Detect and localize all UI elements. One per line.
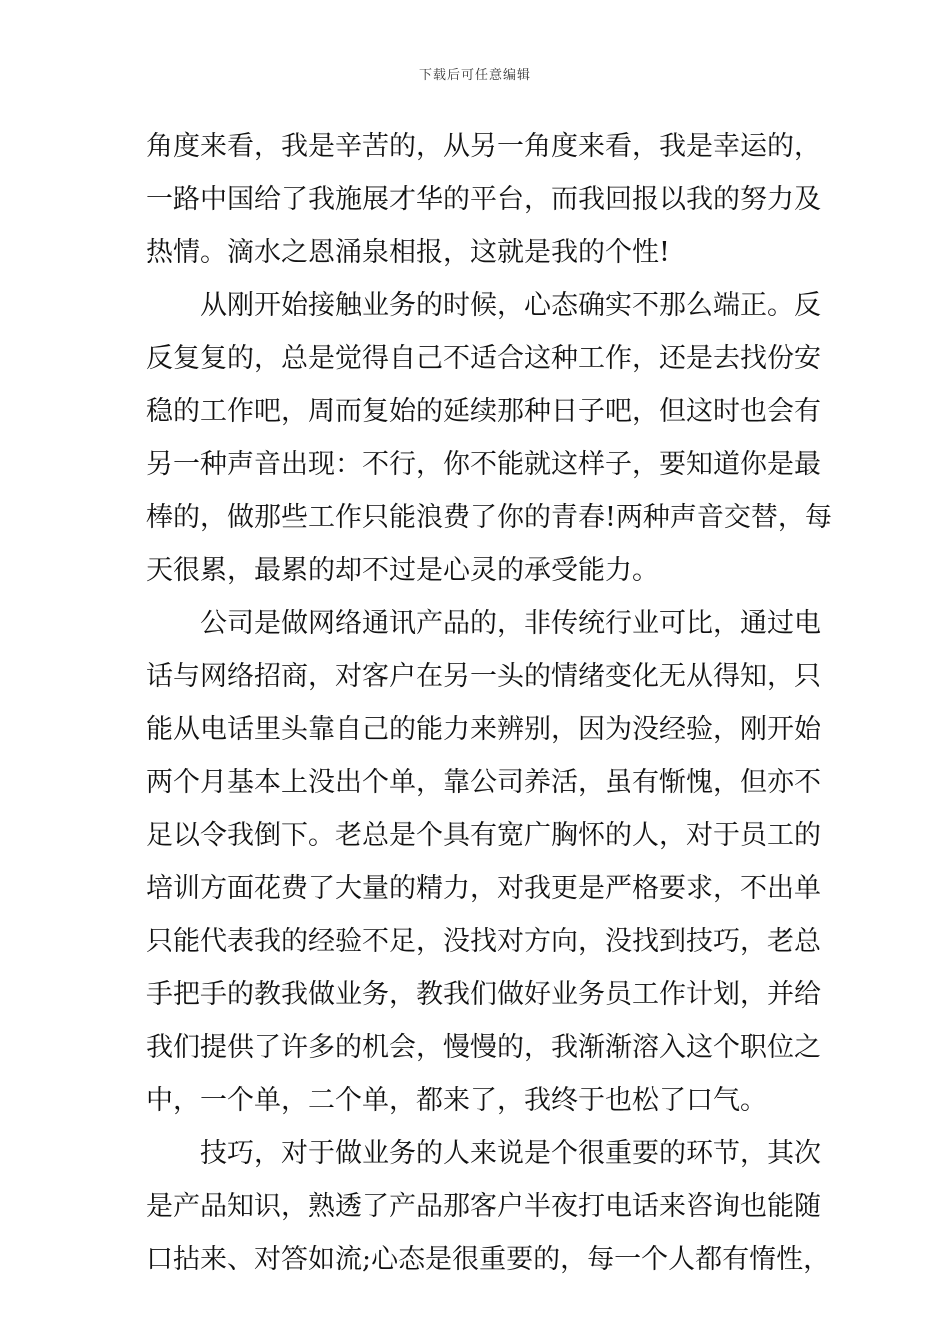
text-line: 我们提供了许多的机会，慢慢的，我渐渐溶入这个职位之 — [146, 1032, 821, 1063]
text-line: 稳的工作吧，周而复始的延续那种日子吧，但这时也会有 — [146, 396, 821, 427]
text-line: 两个月基本上没出个单，靠公司养活，虽有惭愧，但亦不 — [146, 767, 821, 798]
text-line: 棒的，做那些工作只能浪费了你的青春!两种声音交替，每 — [146, 502, 832, 533]
header-note: 下载后可任意编辑 — [418, 68, 531, 83]
text-line: 只能代表我的经验不足，没找对方向，没找到技巧，老总 — [146, 926, 821, 957]
paragraph-first-line: 从刚开始接触业务的时候，心态确实不那么端正。反 — [200, 290, 821, 321]
text-line: 能从电话里头靠自己的能力来辨别，因为没经验，刚开始 — [146, 714, 821, 745]
paragraph-first-line: 公司是做网络通讯产品的，非传统行业可比，通过电 — [200, 608, 821, 639]
text-line: 话与网络招商，对客户在另一头的情绪变化无从得知，只 — [146, 661, 821, 692]
body-text — [146, 120, 832, 1286]
text-line: 足以令我倒下。老总是个具有宽广胸怀的人，对于员工的 — [146, 820, 821, 851]
text-line: 口拈来、对答如流;心态是很重要的，每一个人都有惰性， — [146, 1244, 831, 1275]
text-line: 反复复的，总是觉得自己不适合这种工作，还是去找份安 — [146, 343, 821, 374]
text-line: 热情。滴水之恩涌泉相报，这就是我的个性! — [146, 237, 670, 268]
paragraph-first-line: 技巧，对于做业务的人来说是个很重要的环节，其次 — [200, 1138, 821, 1169]
text-line: 另一种声音出现：不行，你不能就这样子，要知道你是最 — [146, 449, 821, 480]
text-line: 是产品知识，熟透了产品那客户半夜打电话来咨询也能随 — [146, 1191, 821, 1222]
text-line: 培训方面花费了大量的精力，对我更是严格要求，不出单 — [146, 873, 821, 904]
text-line: 一路中国给了我施展才华的平台，而我回报以我的努力及 — [146, 184, 821, 215]
text-line: 手把手的教我做业务，教我们做好业务员工作计划，并给 — [146, 979, 821, 1010]
text-line: 角度来看，我是辛苦的，从另一角度来看，我是幸运的， — [146, 131, 821, 162]
text-line: 天很累，最累的却不过是心灵的承受能力。 — [146, 555, 659, 586]
text-line: 中，一个单，二个单，都来了，我终于也松了口气。 — [146, 1085, 767, 1116]
